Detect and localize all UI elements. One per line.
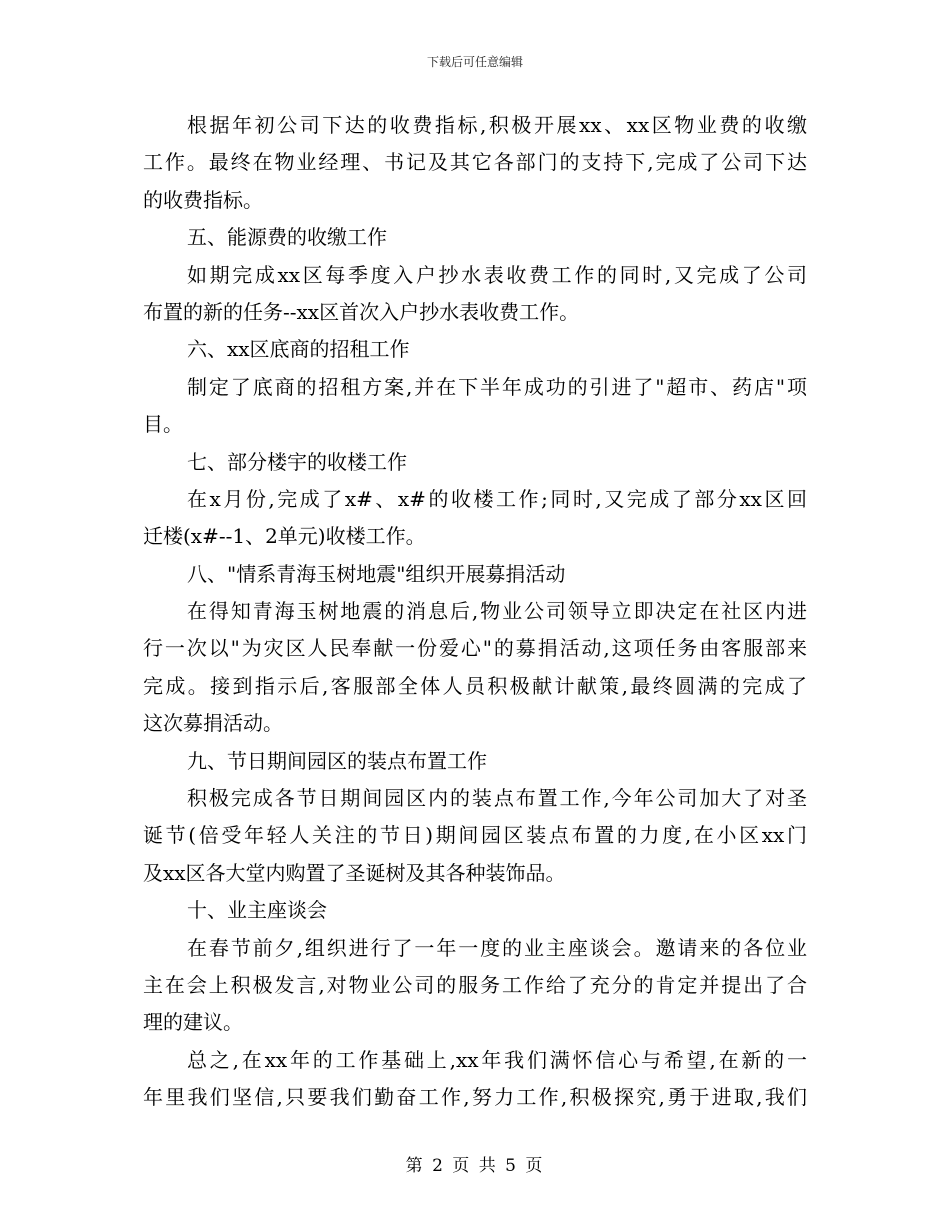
- text-line: 迁楼(x#--1、2单元)收楼工作。: [143, 524, 426, 549]
- text-line: 八、"情系青海玉树地震"组织开展募捐活动: [187, 561, 566, 586]
- text-line: 七、部分楼宇的收楼工作: [187, 449, 407, 474]
- text-line: 年里我们坚信,只要我们勤奋工作,努力工作,积极探究,勇于进取,我们: [143, 1085, 807, 1110]
- text-line: 如期完成xx区每季度入户抄水表收费工作的同时,又完成了公司: [187, 262, 807, 287]
- text-line: 工作。最终在物业经理、书记及其它各部门的支持下,完成了公司下达: [143, 150, 807, 175]
- text-line: 布置的新的任务--xx区首次入户抄水表收费工作。: [143, 299, 580, 324]
- text-line: 的收费指标。: [143, 187, 263, 212]
- text-line: 在得知青海玉树地震的消息后,物业公司领导立即决定在社区内进: [187, 599, 807, 624]
- text-line: 在春节前夕,组织进行了一年一度的业主座谈会。邀请来的各位业: [187, 935, 807, 960]
- text-line: 行一次以"为灾区人民奉献一份爱心"的募捐活动,这项任务由客服部来: [143, 636, 807, 661]
- text-line: 制定了底商的招租方案,并在下半年成功的引进了"超市、药店"项: [187, 374, 807, 399]
- text-line: 积极完成各节日期间园区内的装点布置工作,今年公司加大了对圣: [187, 786, 807, 811]
- text-line: 及xx区各大堂内购置了圣诞树及其各种装饰品。: [143, 860, 566, 885]
- text-line: 十、业主座谈会: [187, 898, 327, 923]
- text-line: 理的建议。: [143, 1010, 243, 1035]
- text-line: 这次募捐活动。: [143, 711, 283, 736]
- page-number-footer: 第 2 页 共 5 页: [405, 1156, 545, 1176]
- text-line: 目。: [143, 412, 183, 437]
- text-line: 完成。接到指示后,客服部全体人员积极献计献策,最终圆满的完成了: [143, 673, 807, 698]
- text-line: 根据年初公司下达的收费指标,积极开展xx、xx区物业费的收缴: [187, 113, 807, 137]
- text-line: 主在会上积极发言,对物业公司的服务工作给了充分的肯定并提出了合: [143, 972, 807, 997]
- text-line: 九、节日期间园区的装点布置工作: [187, 748, 487, 773]
- text-line: 六、xx区底商的招租工作: [187, 337, 410, 362]
- text-line: 在x月份,完成了x#、x#的收楼工作;同时,又完成了部分xx区回: [187, 486, 807, 511]
- document-body: [143, 107, 807, 1117]
- text-line: 五、能源费的收缴工作: [187, 225, 387, 250]
- page-header: 下载后可任意编辑: [426, 55, 523, 69]
- text-line: 总之,在xx年的工作基础上,xx年我们满怀信心与希望,在新的一: [187, 1047, 807, 1072]
- text-line: 诞节(倍受年轻人关注的节日)期间园区装点布置的力度,在小区xx门: [143, 823, 807, 848]
